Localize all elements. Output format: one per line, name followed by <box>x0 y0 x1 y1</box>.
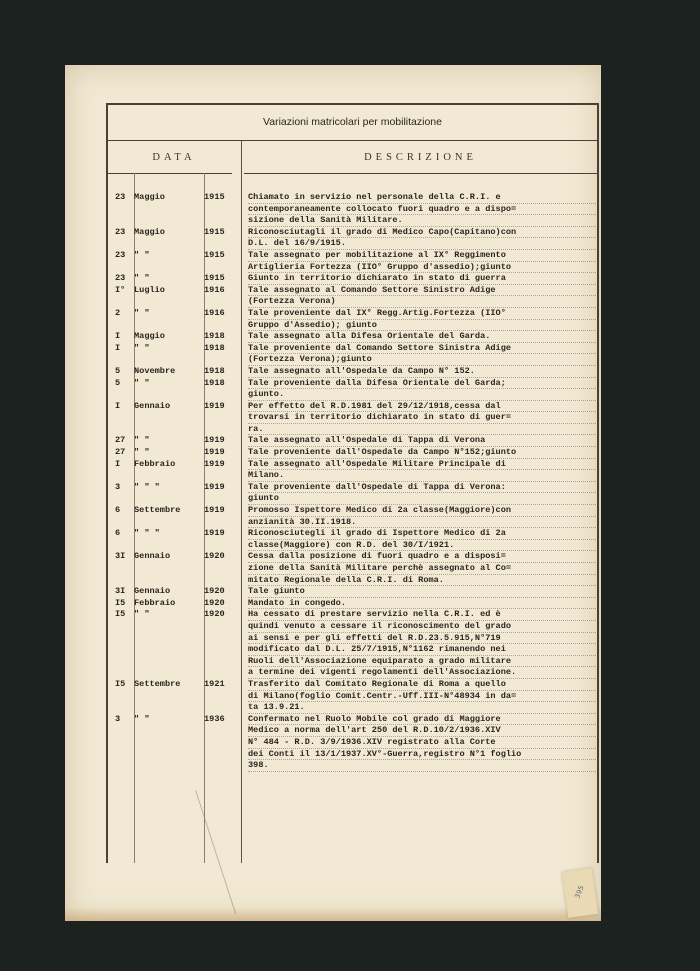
corner-stamp: 395 <box>573 884 586 900</box>
entry-month: Maggio <box>134 331 165 342</box>
description-line: modificato dal D.L. 25/7/1915,N°1162 rimanendo nei <box>248 644 598 656</box>
entry-day: 23 <box>115 249 126 260</box>
table-row <box>108 192 598 227</box>
entry-day: 23 <box>115 226 126 237</box>
document-title: Variazioni matricolari per mobilitazione <box>106 103 599 141</box>
table-row <box>108 551 598 586</box>
entry-year: 1916 <box>204 307 225 318</box>
entry-year: 1918 <box>204 377 225 388</box>
entry-description <box>242 192 598 227</box>
table-row <box>108 227 598 250</box>
entry-year: 1920 <box>204 586 225 597</box>
description-line: Milano. <box>248 470 598 482</box>
entry-year: 1916 <box>204 284 225 295</box>
entry-description <box>242 343 598 366</box>
entry-year: 1921 <box>204 678 225 689</box>
table-row <box>108 447 598 459</box>
entry-description <box>242 679 598 714</box>
entry-day: I <box>115 342 121 353</box>
entry-month: " " <box>134 273 150 284</box>
entry-description <box>242 308 598 331</box>
entry-description <box>242 378 598 401</box>
table-row <box>108 343 598 366</box>
table-row <box>108 586 598 598</box>
entry-day: I5 <box>115 597 126 608</box>
description-line: contemporaneamente collocato fuori quadro e a dispo= <box>248 204 598 216</box>
description-line: Tale giunto <box>248 586 598 598</box>
description-line: anzianità 30.II.1918. <box>248 517 598 529</box>
entry-description <box>242 285 598 308</box>
entry-year: 1915 <box>204 192 225 202</box>
entry-description <box>242 273 598 285</box>
description-line: Tale assegnato alla Difesa Orientale del Garda. <box>248 331 598 343</box>
entry-year: 1920 <box>204 551 225 562</box>
entry-year: 1919 <box>204 400 225 411</box>
description-line: Mandato in congedo. <box>248 598 598 610</box>
description-line: Ruoli dell'Associazione equiparato a grado militare <box>248 656 598 668</box>
entry-day: I5 <box>115 678 126 689</box>
entry-month: " " <box>134 377 150 388</box>
entry-day: I5 <box>115 609 126 620</box>
description-line: ra. <box>248 424 598 436</box>
table-row <box>108 609 598 679</box>
table-row <box>108 528 598 551</box>
entry-day: 6 <box>115 528 121 539</box>
description-line: dei Conti il 13/1/1937.XV°-Guerra,registro N°1 foglio <box>248 749 598 761</box>
table-row <box>108 308 598 331</box>
description-line: Tale assegnato all'Ospedale Militare Principale di <box>248 459 598 471</box>
table-row <box>108 378 598 401</box>
entry-day: 2 <box>115 307 121 318</box>
description-line: Tale assegnato al Comando Settore Sinistro Adige <box>248 285 598 297</box>
description-line: giunto. <box>248 389 598 401</box>
description-line: sizione della Sanità Militare. <box>248 215 598 227</box>
description-line: Riconosciutagli il grado di Medico Capo(Capitano)con <box>248 227 598 239</box>
description-line: classe(Maggiore) con R.D. del 30/I/1921. <box>248 540 598 552</box>
entry-description <box>242 598 598 610</box>
table-row <box>108 598 598 610</box>
entry-month: Febbraio <box>134 597 176 608</box>
entry-year: 1915 <box>204 226 225 237</box>
table-row <box>108 679 598 714</box>
entry-description <box>242 401 598 436</box>
description-line: (Fortezza Verona) <box>248 296 598 308</box>
entry-day: 23 <box>115 192 126 202</box>
entry-day: I <box>115 331 121 342</box>
entry-day: 3 <box>115 713 121 724</box>
folded-corner <box>562 868 598 918</box>
entry-day: 3 <box>115 481 121 492</box>
entry-year: 1919 <box>204 458 225 469</box>
entry-day: 3I <box>115 586 126 597</box>
entry-month: Maggio <box>134 226 165 237</box>
entry-year: 1918 <box>204 331 225 342</box>
description-line: quindi venuto a cessare il riconoscimento del grado <box>248 621 598 633</box>
entry-description <box>242 331 598 343</box>
description-line: 398. <box>248 760 598 772</box>
description-line: D.L. del 16/9/1915. <box>248 238 598 250</box>
description-line: Promosso Ispettore Medico di 2a classe(Maggiore)con <box>248 505 598 517</box>
description-line: Tale assegnato per mobilitazione al IX° Reggimento <box>248 250 598 262</box>
entry-description <box>242 482 598 505</box>
entry-month: " " " <box>134 481 160 492</box>
entry-day: 27 <box>115 435 126 446</box>
description-line: Riconosciutegli il grado di Ispettore Medico di 2a <box>248 528 598 540</box>
description-line: N° 484 - R.D. 3/9/1936.XIV registrato alla Corte <box>248 737 598 749</box>
entries-table <box>108 192 598 772</box>
entry-month: " " <box>134 249 150 260</box>
entry-description <box>242 366 598 378</box>
description-line: Ha cessato di prestare servizio nella C.R.I. ed è <box>248 609 598 621</box>
description-line: Tale assegnato all'Ospedale di Tappa di Verona <box>248 435 598 447</box>
description-line: zione della Sanità Militare perchè assegnato al Co= <box>248 563 598 575</box>
description-line: Tale proveniente dal Comando Settore Sinistra Adige <box>248 343 598 355</box>
description-line: Gruppo d'Assedio); giunto <box>248 320 598 332</box>
description-line: ta 13.9.21. <box>248 702 598 714</box>
entry-month: Settembre <box>134 678 181 689</box>
description-line: a termine dei vigenti regolamenti dell'Associazione. <box>248 667 598 679</box>
entry-year: 1915 <box>204 273 225 284</box>
entry-day: 27 <box>115 447 126 458</box>
description-line: Trasferito dal Comitato Regionale di Roma a quello <box>248 679 598 691</box>
column-header-description: DESCRIZIONE <box>364 151 477 163</box>
entry-description <box>242 435 598 447</box>
description-line: di Milano(foglio Comit.Centr.-Uff.III-N°48934 in da= <box>248 691 598 703</box>
entry-description <box>242 227 598 250</box>
entry-year: 1919 <box>204 481 225 492</box>
description-line: Tale proveniente dalla Difesa Orientale del Garda; <box>248 378 598 390</box>
description-line: Giunto in territorio dichiarato in stato di guerra <box>248 273 598 285</box>
entry-description <box>242 586 598 598</box>
description-line: giunto <box>248 493 598 505</box>
table-row <box>108 401 598 436</box>
entry-description <box>242 459 598 482</box>
column-header-date: DATA <box>152 151 196 163</box>
entry-description <box>242 505 598 528</box>
entry-description <box>242 447 598 459</box>
entry-month: " " <box>134 713 150 724</box>
entry-day: 23 <box>115 273 126 284</box>
entry-month: Febbraio <box>134 458 176 469</box>
entry-year: 1920 <box>204 609 225 620</box>
entry-day: 6 <box>115 505 121 516</box>
description-line: Tale proveniente dall'Ospedale da Campo N°152;giunto <box>248 447 598 459</box>
description-line: Tale proveniente dal IX° Regg.Artig.Fortezza (IIO° <box>248 308 598 320</box>
entry-year: 1919 <box>204 528 225 539</box>
description-line: Tale proveniente dall'Ospedale di Tappa di Verona: <box>248 482 598 494</box>
table-row <box>108 250 598 273</box>
entry-description <box>242 609 598 679</box>
entry-month: Gennaio <box>134 586 171 597</box>
entry-month: Gennaio <box>134 551 171 562</box>
description-line: (Fortezza Verona);giunto <box>248 354 598 366</box>
entry-day: I <box>115 458 121 469</box>
entry-year: 1920 <box>204 597 225 608</box>
table-row <box>108 714 598 772</box>
description-line: Tale assegnato all'Ospedale da Campo N° 152. <box>248 366 598 378</box>
description-line: Artiglieria Fortezza (IIO° Gruppo d'assedio);giunto <box>248 262 598 274</box>
entry-month: Settembre <box>134 505 181 516</box>
table-row <box>108 505 598 528</box>
entry-month: " " <box>134 447 150 458</box>
table-row <box>108 331 598 343</box>
entry-year: 1918 <box>204 342 225 353</box>
entry-month: " " <box>134 609 150 620</box>
entry-description <box>242 551 598 586</box>
entry-year: 1919 <box>204 447 225 458</box>
entry-year: 1918 <box>204 365 225 376</box>
table-row <box>108 482 598 505</box>
entry-month: Luglio <box>134 284 165 295</box>
entry-year: 1936 <box>204 713 225 724</box>
entry-day: 5 <box>115 365 121 376</box>
entry-year: 1919 <box>204 505 225 516</box>
description-line: Cessa dalla posizione di fuori quadro e a disposi= <box>248 551 598 563</box>
table-row <box>108 285 598 308</box>
entry-month: " " " <box>134 528 160 539</box>
entry-description <box>242 528 598 551</box>
entry-month: Maggio <box>134 192 165 202</box>
description-line: mitato Regionale della C.R.I. di Roma. <box>248 575 598 587</box>
description-line: ai sensi e per gli effetti del R.D.23.5.915,N°719 <box>248 633 598 645</box>
table-row <box>108 273 598 285</box>
entry-day: 3I <box>115 551 126 562</box>
description-line: trovarsi in territorio dichiarato in stato di guer= <box>248 412 598 424</box>
entry-year: 1919 <box>204 435 225 446</box>
entry-month: " " <box>134 342 150 353</box>
table-row <box>108 435 598 447</box>
header-rule-description <box>244 173 598 174</box>
description-line: Medico a norma dell'art 250 del R.D.10/2/1936.XIV <box>248 725 598 737</box>
description-line: Chiamato in servizio nel personale della C.R.I. e <box>248 192 598 204</box>
entry-description <box>242 250 598 273</box>
entry-day: 5 <box>115 377 121 388</box>
entry-day: I° <box>115 284 126 295</box>
entry-year: 1915 <box>204 249 225 260</box>
table-row <box>108 366 598 378</box>
header-rule-date <box>108 173 232 174</box>
table-row <box>108 459 598 482</box>
entry-month: Gennaio <box>134 400 171 411</box>
entry-month: " " <box>134 307 150 318</box>
description-line: Per effetto del R.D.1981 del 29/12/1918,cessa dal <box>248 401 598 413</box>
entry-description <box>242 714 598 772</box>
entry-month: " " <box>134 435 150 446</box>
description-line: Confermato nel Ruolo Mobile col grado di Maggiore <box>248 714 598 726</box>
entry-day: I <box>115 400 121 411</box>
entry-month: Novembre <box>134 365 176 376</box>
